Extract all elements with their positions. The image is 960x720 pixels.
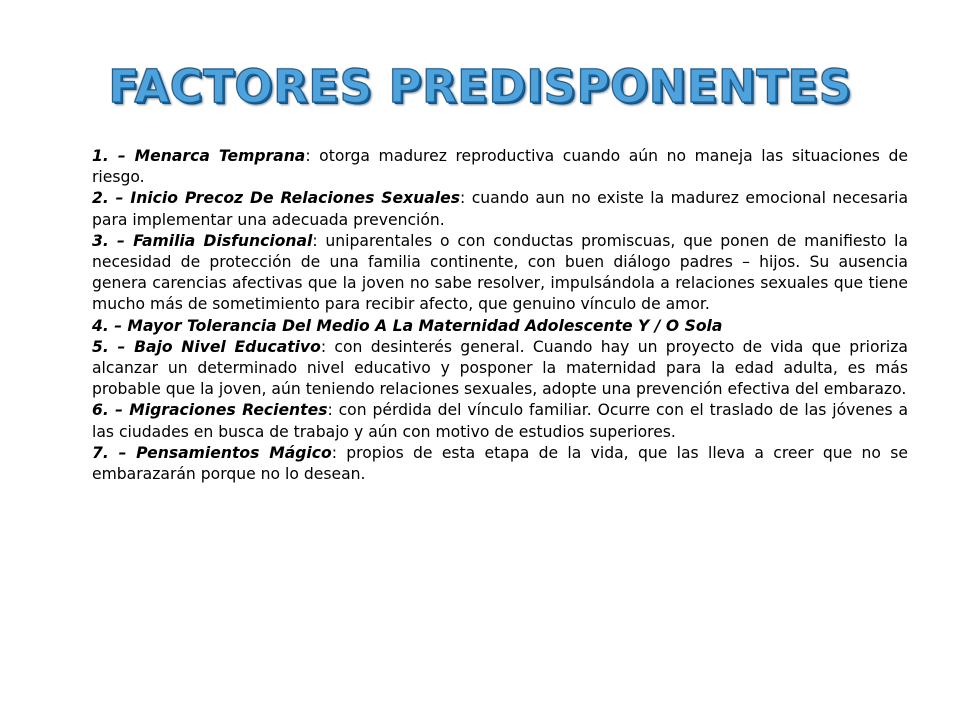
item-term: 4. – Mayor Tolerancia Del Medio A La Maternidad Adolescente Y / O Sola <box>92 316 723 335</box>
item-term: 1. – Menarca Temprana <box>92 147 306 165</box>
factors-list <box>92 146 908 485</box>
item-text: : con pérdida del vínculo familiar. Ocurre con el traslado de las jóvenes a las ciudades en busca de trabajo y aún con motivo de estudios superiores. <box>92 401 908 441</box>
list-item <box>92 231 908 316</box>
list-item <box>92 316 908 337</box>
item-text: : uniparentales o con conductas promiscuas, que ponen de manifiesto la necesidad de protección de una familia continente, con buen diálogo padres – hijos. Su ausencia genera carencias afectivas que la joven no sabe resolver, impulsándola a relaciones sexuales que tiene mucho más de sometimiento para recibir afecto, que genuino vínculo de amor. <box>92 231 908 314</box>
list-item <box>92 188 908 230</box>
item-text: : cuando aun no existe la madurez emocional necesaria para implementar una adecuada prevención. <box>92 189 908 229</box>
item-text: : otorga madurez reproductiva cuando aún no maneja las situaciones de riesgo. <box>92 147 909 187</box>
list-item <box>92 337 908 401</box>
item-text: : propios de esta etapa de la vida, que las lleva a creer que no se embarazarán porque no lo desean. <box>92 443 909 484</box>
item-term: 7. – Pensamientos Mágico <box>92 443 332 462</box>
slide-title: FACTORES PREDISPONENTES <box>108 60 852 113</box>
item-text: : con desinterés general. Cuando hay un proyecto de vida que prioriza alcanzar un determinado nivel educativo y posponer la maternidad para la edad adulta, es más probable que la joven, aún teniendo relaciones sexuales, adopte una prevención efectiva del embarazo. <box>92 337 908 399</box>
item-term: 2. – Inicio Precoz De Relaciones Sexuales <box>92 189 460 208</box>
list-item <box>92 146 908 188</box>
item-term: 5. – Bajo Nivel Educativo <box>92 337 321 356</box>
list-item <box>92 443 908 485</box>
list-item <box>92 400 908 442</box>
item-term: 3. – Familia Disfuncional <box>92 231 313 250</box>
item-term: 6. – Migraciones Recientes <box>92 401 328 420</box>
